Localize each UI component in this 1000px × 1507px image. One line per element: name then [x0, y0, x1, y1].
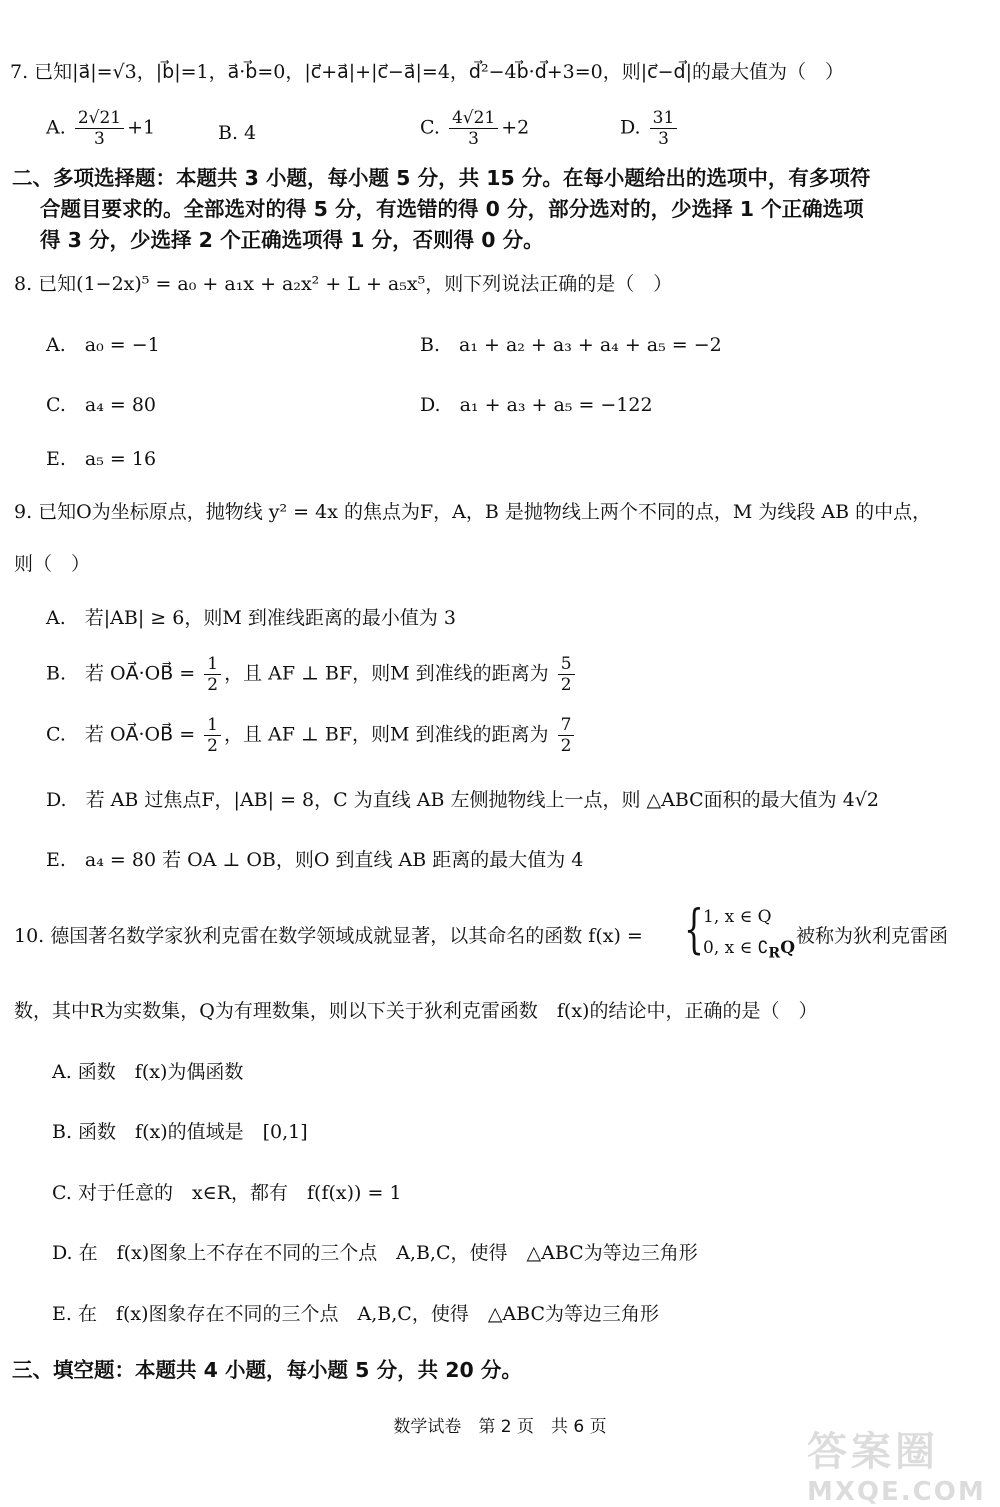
option-label: A. — [46, 116, 66, 139]
q8-option-a[interactable]: A. a₀ = −1 — [46, 334, 160, 356]
q10-option-c[interactable]: C. 对于任意的 x∈R，都有 f(f(x)) = 1 — [52, 1182, 402, 1204]
fraction: $\frac{2√21}{3}$ — [75, 108, 124, 149]
piecewise-brace: { — [684, 900, 704, 960]
q8-option-e[interactable]: E. a₅ = 16 — [46, 448, 157, 470]
q10-stem-line1: 10. 德国著名数学家狄利克雷在数学领域成就显著，以其命名的函数 f(x) = — [14, 925, 643, 947]
q8-option-d[interactable]: D. a₁ + a₃ + a₅ = −122 — [420, 394, 653, 416]
q10-stem-line2: 数，其中R为实数集，Q为有理数集，则以下关于狄利克雷函数 f(x)的结论中，正确的是（ ） — [14, 1000, 818, 1022]
fraction: $\frac{4√21}{3}$ — [449, 108, 498, 149]
q10-case-rational: 1, x ∈ Q — [703, 907, 772, 927]
q7-option-d[interactable] — [620, 108, 680, 149]
section2-line2: 合题目要求的。全部选对的得 5 分，有选错的得 0 分，部分选对的，少选择 1 个正确选项 — [40, 197, 864, 221]
q10-option-e[interactable]: E. 在 f(x)图象存在不同的三个点 A,B,C，使得 △ABC为等边三角形 — [52, 1303, 660, 1325]
q9-stem-line1: 9. 已知O为坐标原点，抛物线 y² = 4x 的焦点为F，A，B 是抛物线上两个不同的点，M 为线段 AB 的中点， — [14, 501, 932, 523]
q7-option-b[interactable]: B. 4 — [218, 122, 257, 144]
q8-option-c[interactable]: C. a₄ = 80 — [46, 394, 157, 416]
q10-option-d[interactable]: D. 在 f(x)图象上不存在不同的三个点 A,B,C，使得 △ABC为等边三角形 — [52, 1242, 698, 1264]
q8-option-b[interactable]: B. a₁ + a₂ + a₃ + a₄ + a₅ = −2 — [420, 334, 722, 356]
q9-option-c[interactable]: C. 若 OA⃗·OB⃗ = $\frac{1}{2}$ ，且 AF ⊥ BF，则M 到准线的距离为 $\frac{7}{2}$ — [46, 715, 577, 756]
section2-line1: 二、多项选择题：本题共 3 小题，每小题 5 分，共 15 分。在每小题给出的选项中，有多项符 — [12, 166, 871, 190]
q10-stem-line1-tail: 被称为狄利克雷函 — [796, 925, 949, 947]
q9-stem-line2: 则（ ） — [14, 553, 91, 575]
q10-option-b[interactable]: B. 函数 f(x)的值域是 [0,1] — [52, 1121, 308, 1143]
section2-line3: 得 3 分，少选择 2 个正确选项得 1 分，否则得 0 分。 — [40, 228, 544, 252]
fraction: $\frac{5}{2}$ — [558, 654, 575, 695]
q8-stem: 8. 已知(1−2x)⁵ = a₀ + a₁x + a₂x² + L + a₅x⁵，则下列说法正确的是（ ） — [14, 273, 673, 295]
q7-option-a[interactable]: A. $\frac{2√21}{3}$ +1 — [46, 108, 156, 149]
q9-option-b[interactable]: B. 若 OA⃗·OB⃗ = $\frac{1}{2}$ ，且 AF ⊥ BF，则M 到准线的距离为 $\frac{5}{2}$ — [46, 654, 578, 695]
option-label: D. — [620, 116, 641, 139]
q10-case-irrational: 0, x ∈ $∁_RQ$ — [703, 938, 795, 962]
watermark-logo: 答案圈 MXQE.COM — [807, 1429, 986, 1507]
section3-line1: 三、填空题：本题共 4 小题，每小题 5 分，共 20 分。 — [12, 1358, 522, 1382]
option-label: C. — [420, 116, 440, 139]
page-footer: 数学试卷 第 2 页 共 6 页 — [393, 1417, 607, 1437]
fraction: $\frac{1}{2}$ — [204, 715, 221, 756]
q10-option-a[interactable]: A. 函数 f(x)为偶函数 — [52, 1061, 244, 1083]
fraction: $\frac{7}{2}$ — [558, 715, 575, 756]
fraction: $\frac{1}{2}$ — [204, 654, 221, 695]
q7-stem: 7. 已知|a⃗|=√3，|b⃗|=1，a⃗·b⃗=0，|c⃗+a⃗|+|c⃗−a⃗|=4，d⃗²−4b⃗·d⃗+3=0，则|c⃗−d⃗|的最大值为（ ） — [10, 61, 844, 83]
q9-option-e[interactable]: E. a₄ = 80 若 OA ⊥ OB，则O 到直线 AB 距离的最大值为 4 — [46, 849, 584, 871]
q9-option-a[interactable]: A. 若|AB| ≥ 6，则M 到准线距离的最小值为 3 — [46, 607, 456, 629]
fraction: $\frac{31}{3}$ — [650, 108, 678, 149]
q7-option-c[interactable]: C. $\frac{4√21}{3}$ +2 — [420, 108, 530, 149]
q9-option-d[interactable]: D. 若 AB 过焦点F，|AB| = 8，C 为直线 AB 左侧抛物线上一点，则 △ABC面积的最大值为 4√2 — [46, 789, 880, 811]
